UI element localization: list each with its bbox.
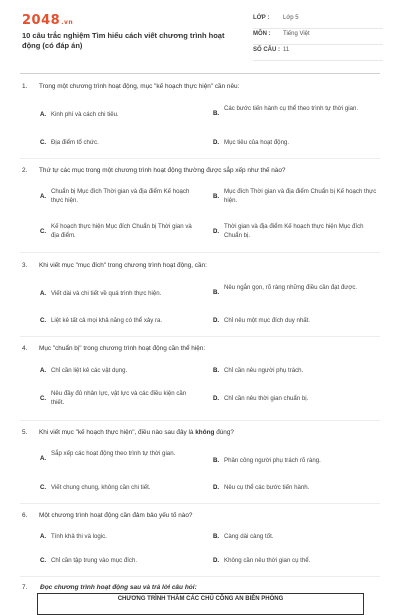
question-divider: [20, 252, 380, 253]
option-letter: C.: [40, 317, 47, 324]
question-7-text: Đọc chương trình hoạt động sau và trả lời câu hỏi:: [40, 584, 197, 591]
meta-grade: [253, 12, 383, 29]
option-letter: B.: [213, 289, 220, 296]
question-text: Một chương trình hoạt động cần đảm bảo yếu tố nào?: [39, 512, 193, 519]
option-text: Viết chung chung, không cần chi tiết.: [51, 484, 151, 491]
option-text: Mục đích Thời gian và địa điểm Chuẩn bị Kế hoạch thực hiện.: [224, 188, 377, 204]
option-letter: B.: [213, 457, 220, 464]
option-letter: A.: [40, 455, 47, 462]
question-number: 6.: [22, 512, 28, 519]
option-letter: A.: [40, 290, 47, 297]
question-divider: [20, 503, 380, 504]
option-text: Sắp xếp các hoạt động theo trình tự thời gian.: [51, 450, 176, 457]
meta-grade-value: Lớp 5: [283, 15, 299, 21]
option-letter: C.: [40, 395, 47, 402]
document-header: [0, 0, 400, 66]
meta-subject-label: MÔN :: [253, 31, 271, 37]
question-7-number: 7.: [22, 584, 28, 591]
option-text: Chỉ cần nêu thời gian chuẩn bị.: [224, 395, 309, 402]
question-divider: [20, 336, 380, 337]
option-text: Mục tiêu của hoạt động.: [224, 139, 290, 146]
option-text: Chỉ cần nêu người phụ trách.: [224, 367, 304, 374]
meta-count-label: SỐ CÂU :: [253, 47, 280, 53]
option-text: Chỉ cần liệt kê các vật dụng.: [51, 367, 128, 374]
option-letter: C.: [40, 557, 47, 564]
question-divider: [20, 158, 380, 159]
site-logo[interactable]: [22, 13, 73, 28]
option-letter: B.: [213, 533, 220, 540]
option-letter: D.: [213, 557, 220, 564]
question-divider: [20, 576, 380, 577]
option-text: Nêu ngắn gọn, rõ ràng những điều cần đạt được.: [224, 284, 358, 291]
program-box: [37, 593, 364, 615]
option-letter: A.: [40, 193, 47, 200]
option-letter: A.: [40, 111, 47, 118]
option-letter: B.: [213, 110, 220, 117]
meta-subject: [253, 28, 383, 45]
question-number: 2.: [22, 167, 28, 174]
logo-main: 2048: [22, 13, 61, 28]
option-letter: C.: [40, 484, 47, 491]
question-divider: [20, 420, 380, 421]
option-letter: D.: [213, 484, 220, 491]
meta-count: [253, 44, 383, 61]
option-text: Kinh phí và cách chi tiêu.: [51, 111, 119, 118]
question-number: 3.: [22, 262, 28, 269]
option-text: Kế hoạch thực hiện Mục đích Chuẩn bị Thời gian và địa điểm.: [51, 223, 192, 239]
option-letter: D.: [213, 395, 220, 402]
program-box-title: CHƯƠNG TRÌNH THĂM CÁC CHÚ CÔNG AN BIÊN PHÒNG: [117, 596, 284, 602]
question-number: 5.: [22, 429, 28, 436]
question-text: Khi viết mục "mục đích" trong chương trình hoạt động, cần:: [39, 262, 207, 269]
option-text: Viết dài và chi tiết về quá trình thực hiện.: [51, 290, 162, 297]
question-text-end: đúng?: [214, 429, 234, 436]
question-text: Mục "chuẩn bị" trong chương trình hoạt động cần thể hiện:: [39, 345, 206, 352]
document-title: 10 câu trắc nghiệm Tìm hiểu cách viết chương trình hoạt động (có đáp án): [22, 31, 225, 50]
option-text: Các bước tiến hành cụ thể theo trình tự thời gian.: [224, 105, 359, 112]
option-text: Không cần nêu thời gian cụ thể.: [224, 557, 311, 564]
option-text: Liệt kê tất cả mọi khả năng có thể xảy ra.: [51, 317, 163, 324]
option-letter: B.: [213, 367, 220, 374]
option-text: Càng dài càng tốt.: [224, 533, 274, 540]
question-text: Trong một chương trình hoạt động, mục "kế hoạch thực hiện" cần nêu:: [39, 83, 240, 90]
option-text: Nêu đầy đủ nhân lực, vật lực và các điều kiện cần thiết.: [51, 390, 187, 406]
option-text: Chỉ nêu một mục đích duy nhất.: [224, 317, 311, 324]
option-text: Phân công người phụ trách rõ ràng.: [224, 457, 321, 464]
header-divider: [20, 73, 380, 74]
option-letter: D.: [213, 228, 220, 235]
option-text: Chuẩn bị Mục đích Thời gian và địa điểm Kế hoạch thực hiện.: [51, 188, 190, 204]
option-text: Nêu cụ thể các bước tiến hành.: [224, 484, 310, 491]
option-letter: D.: [213, 139, 220, 146]
option-text: Tính khả thi và logic.: [51, 533, 107, 540]
option-text: Chỉ cần tập trung vào mục đích.: [51, 557, 138, 564]
option-text: Địa điểm tổ chức.: [51, 139, 99, 146]
option-letter: D.: [213, 317, 220, 324]
meta-grade-label: LỚP :: [253, 15, 270, 21]
question-text: [39, 428, 379, 437]
question-number: 1.: [22, 83, 28, 90]
question-text-emphasis: không: [195, 429, 215, 436]
option-letter: A.: [40, 367, 47, 374]
question-text: Thứ tự các mục trong một chương trình hoạt động thường được sắp xếp như thế nào?: [39, 167, 286, 174]
option-letter: A.: [40, 533, 47, 540]
meta-subject-value: Tiếng Việt: [283, 31, 310, 37]
option-letter: C.: [40, 139, 47, 146]
meta-count-value: 11: [283, 47, 290, 53]
question-text-start: Khi viết mục "kế hoạch thực hiện", điều nào sau đây là: [39, 429, 196, 436]
option-text: Thời gian và địa điểm Kế hoạch thực hiện Mục đích Chuẩn bị.: [224, 223, 364, 239]
option-letter: B.: [213, 193, 220, 200]
question-number: 4.: [22, 345, 28, 352]
logo-suffix: .vn: [61, 19, 74, 26]
option-letter: C.: [40, 228, 47, 235]
